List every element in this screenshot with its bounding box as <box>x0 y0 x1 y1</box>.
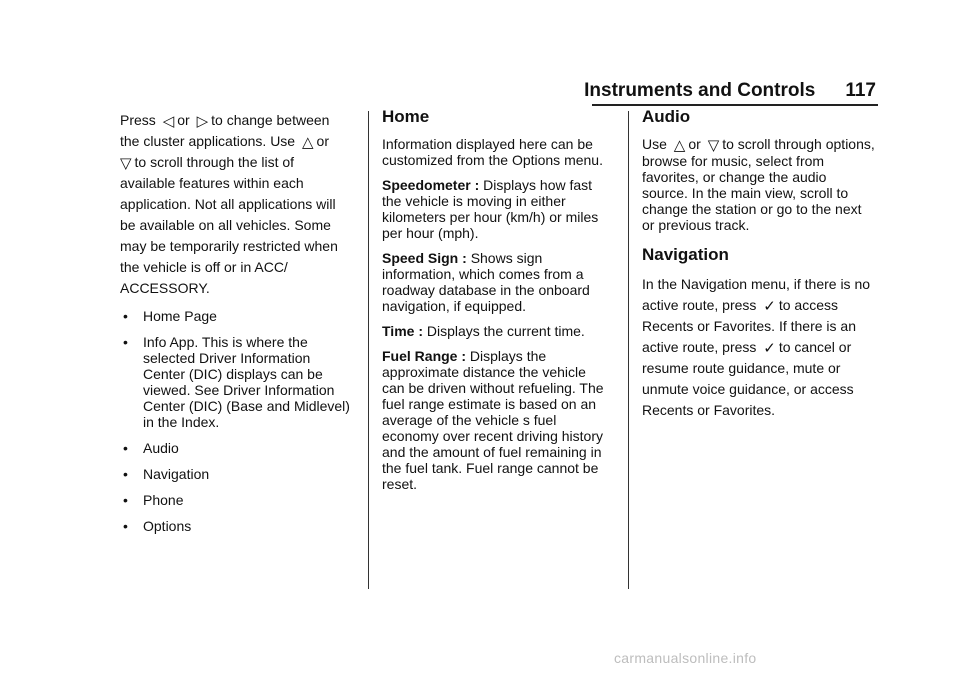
watermark: carmanualsonline.info <box>614 650 757 666</box>
navigation-text <box>642 274 876 421</box>
down-arrow-icon: ▽ <box>707 137 720 154</box>
home-item-speed-sign <box>382 250 612 314</box>
column-divider <box>628 111 629 589</box>
item-term: Speedometer : <box>382 177 480 193</box>
nav-text-part: In the Navigation menu, if there is no active route, press <box>642 276 871 313</box>
home-item-fuel-range <box>382 348 612 492</box>
item-term: Fuel Range : <box>382 348 467 364</box>
intro-text: to scroll through the list of available features within each application. Not all applications will be available on all vehicles. Some may be temporarily restricted when the vehicle is off or in ACC/ ACCESSORY. <box>120 154 338 296</box>
page-header <box>584 80 876 102</box>
audio-or: or <box>688 136 701 152</box>
intro-or: or <box>316 133 329 149</box>
item-text: Shows sign information, which comes from a roadway database in the onboard navigation, if equipped. <box>382 250 590 314</box>
section-heading-audio: Audio <box>642 107 691 126</box>
left-arrow-icon: ◁ <box>162 113 175 130</box>
app-list <box>120 308 352 534</box>
home-intro: Information displayed here can be customized from the Options menu. <box>382 136 603 168</box>
list-item: • Phone <box>120 492 352 508</box>
intro-text: to change between the cluster applications. Use <box>120 112 330 149</box>
column-audio-navigation <box>642 107 876 430</box>
home-item-time <box>382 323 612 339</box>
list-item: • Navigation <box>120 466 352 482</box>
item-text: Displays how fast the vehicle is moving in either kilometers per hour (km/h) or miles per hour (mph). <box>382 177 599 241</box>
list-item: • Audio <box>120 440 352 456</box>
nav-text-part: to cancel or resume route guidance, mute or unmute voice guidance, or access Recents or Favorites. <box>642 339 854 418</box>
audio-text-part: Use <box>642 136 667 152</box>
page-number: 117 <box>845 80 876 101</box>
header-title: Instruments and Controls <box>584 80 816 101</box>
column-home <box>382 107 612 501</box>
right-arrow-icon: ▷ <box>196 113 209 130</box>
cluster-intro <box>120 110 352 299</box>
home-item-speedometer <box>382 177 612 241</box>
intro-text: Press <box>120 112 156 128</box>
list-item: • Options <box>120 518 352 534</box>
column-divider <box>368 111 369 589</box>
up-arrow-icon: △ <box>301 134 314 151</box>
list-item: • Info App. This is where the selected Driver Information Center (DIC) displays can be viewed. See Driver Information Center (DIC) (Base and Midlevel) in the Index. <box>120 334 352 430</box>
up-arrow-icon: △ <box>673 137 686 154</box>
column-cluster-apps <box>120 110 352 544</box>
item-text: Displays the current time. <box>426 323 585 339</box>
intro-or: or <box>177 112 190 128</box>
section-heading-home: Home <box>382 107 430 126</box>
checkmark-icon: ✓ <box>763 298 776 315</box>
nav-text-part: to access Recents or Favorites. If there is an active route, press <box>642 297 856 355</box>
item-term: Time : <box>382 323 423 339</box>
audio-text-part: to scroll through options, browse for music, select from favorites, or change the audio source. In the main view, scroll to change the station or go to the next or previous track. <box>642 136 875 233</box>
checkmark-icon: ✓ <box>763 340 776 357</box>
list-item: • Home Page <box>120 308 352 324</box>
audio-text <box>642 136 876 233</box>
section-heading-navigation: Navigation <box>642 245 729 264</box>
item-text: Displays the approximate distance the vehicle can be driven without refueling. The fuel range estimate is based on an average of the vehicle s fuel economy over recent driving history and the amount of fuel remaining in the fuel tank. Fuel range cannot be reset. <box>382 348 604 492</box>
down-arrow-icon: ▽ <box>120 155 132 172</box>
header-rule <box>592 104 878 106</box>
item-term: Speed Sign : <box>382 250 467 266</box>
